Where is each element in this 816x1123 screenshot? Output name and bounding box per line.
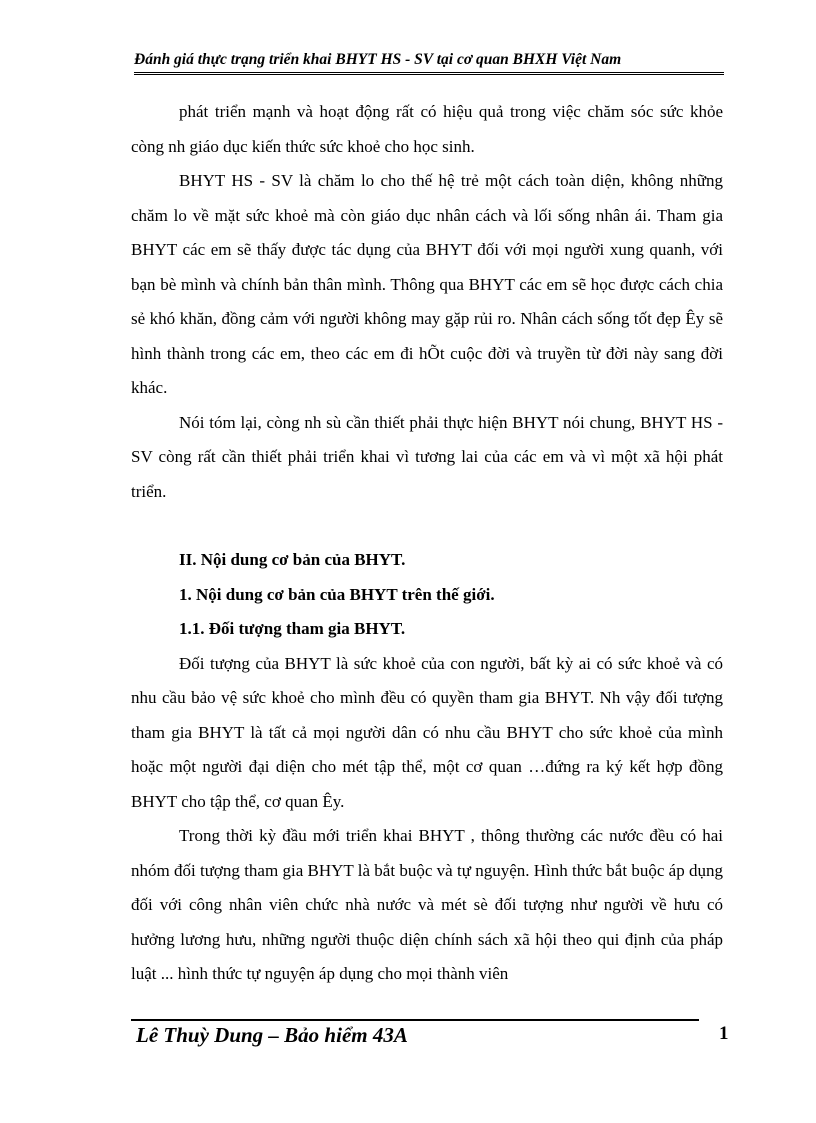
section-spacer: [131, 509, 723, 543]
subsubsection-heading: 1.1. Đối tượng tham gia BHYT.: [179, 619, 406, 638]
paragraph-1: phát triển mạnh và hoạt động rất có hiệu quả trong việc chăm sóc sức khỏe còng nh giáo dục kiến thức sức khoẻ cho học sinh.: [131, 102, 723, 156]
paragraph-3: Nói tóm lại, còng nh sù cần thiết phải thực hiện BHYT nói chung, BHYT HS - SV còng rất cần thiết phải triển khai vì tương lai của các em và vì một xã hội phát triển.: [131, 412, 723, 501]
paragraph-2: BHYT HS - SV là chăm lo cho thế hệ trẻ một cách toàn diện, không những chăm lo về mặt sức khoẻ mà còn giáo dục nhân cách và lối sống nhân ái. Tham gia BHYT các em sẽ thấy được tác dụng của BHYT đối với mọi người xung quanh, với bạn bè mình và chính bản thân mình. Thông qua BHYT các em sẽ học được cách chia sẻ khó khăn, đồng cảm với người không may gặp rủi ro. Nhân cách sống tốt đẹp Êy sẽ hình thành trong các em, theo các em đi hÕt cuộc đời và truyền từ đời này sang đời khác.: [131, 171, 723, 397]
section-heading: II. Nội dung cơ bản của BHYT.: [179, 550, 406, 569]
paragraph-4: Đối tượng của BHYT là sức khoẻ của con người, bất kỳ ai có sức khoẻ và có nhu cầu bảo vệ sức khoẻ cho mình đều có quyền tham gia BHYT. Nh vậy đối tượng tham gia BHYT là tất cả mọi người dân có nhu cầu BHYT cho sức khoẻ của mình hoặc một người đại diện cho mét tập thể, một cơ quan …đứng ra ký kết hợp đồng BHYT cho tập thể, cơ quan Êy.: [131, 653, 723, 811]
footer-author: Lê Thuỳ Dung – Bảo hiểm 43A: [136, 1023, 408, 1047]
document-body: [131, 95, 723, 992]
subsection-heading: 1. Nội dung cơ bản của BHYT trên thế giới.: [179, 584, 495, 604]
running-header: Đánh giá thực trạng triển khai BHYT HS - SV tại cơ quan BHXH Việt Nam: [134, 50, 724, 75]
paragraph-5: Trong thời kỳ đầu mới triển khai BHYT , thông thường các nước đều có hai nhóm đối tượng tham gia BHYT là bắt buộc và tự nguyện. Hình thức bắt buộc áp dụng đối với công nhân viên chức nhà nước và mét sè đối tượng như người về hưu có hưởng lương hưu, những người thuộc diện chính sách xã hội theo qui định của pháp luật ... hình thức tự nguyện áp dụng cho mọi thành viên: [131, 826, 723, 983]
page-number: 1: [719, 1023, 729, 1044]
footer-divider: [131, 1019, 699, 1021]
